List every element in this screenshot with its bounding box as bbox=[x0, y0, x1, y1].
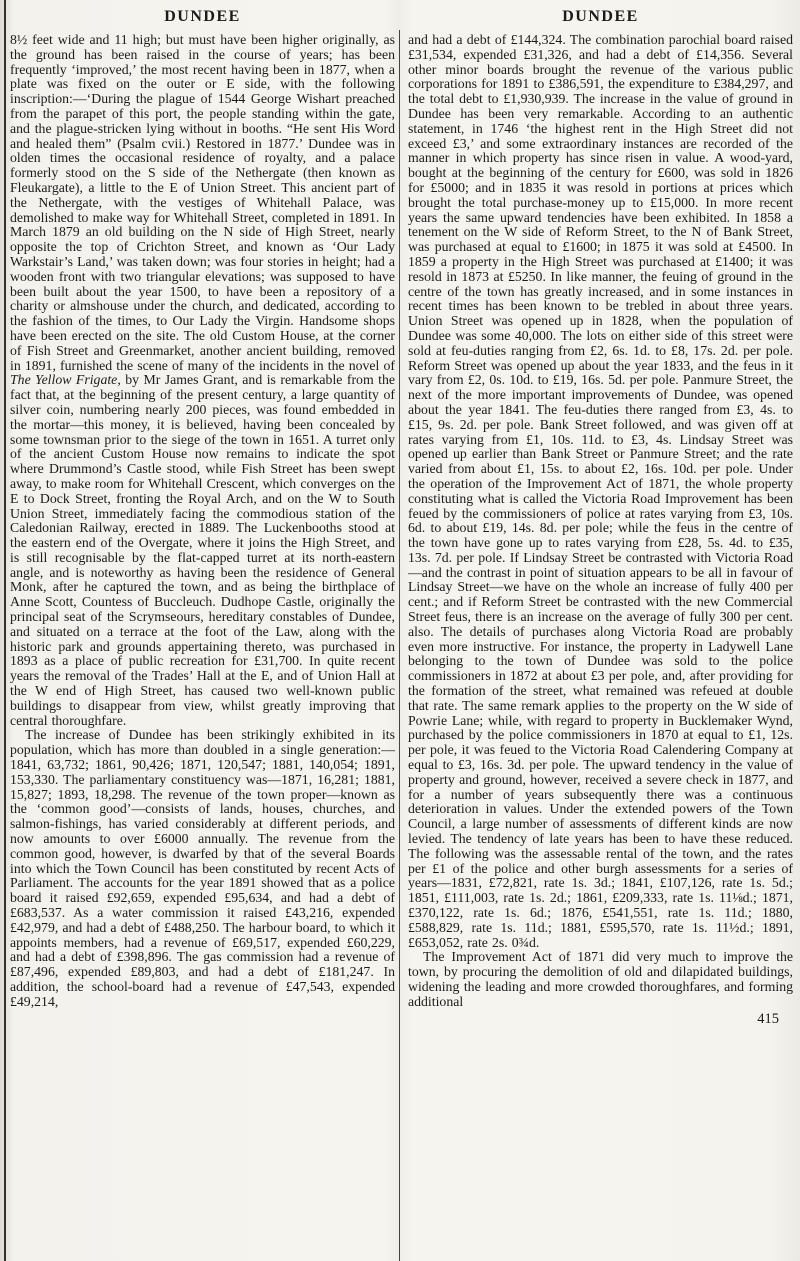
running-head-left: DUNDEE bbox=[164, 8, 241, 25]
book-title-italic: The Yellow Frigate bbox=[10, 372, 118, 388]
right-column bbox=[408, 8, 793, 1028]
running-head-right: DUNDEE bbox=[562, 8, 639, 25]
paragraph-continuation bbox=[10, 33, 395, 728]
paragraph-population-revenue: The increase of Dundee has been strikingly exhibited in its population, which has more than doubled in a single generation:—1841, 63,732; 1861, 90,426; 1871, 120,547; 1881, 140,054; 1891, 153,330. The parliamentary constituency was—1871, 16,281; 1881, 15,827; 1893, 18,298. The revenue of the town proper—known as the ‘common good’—consists of lands, houses, churches, and salmon-fishings, has varied considerably at different periods, and now amounts to over £6000 annually. The revenue from the common good, however, is dwarfed by that of the several Boards into which the Town Council has been constituted by recent Acts of Parliament. The accounts for the year 1891 showed that as a police board it raised £92,659, expended £95,634, and had a debt of £683,537. As a water commission it raised £43,216, expended £42,979, and had a debt of £488,250. The harbour board, to which it appoints members, had a revenue of £69,517, expended £60,229, and had a debt of £398,896. The gas commission had a revenue of £87,496, expended £89,803, and had a debt of £181,247. In addition, the school-board had a revenue of £47,543, expended £49,214, bbox=[10, 727, 395, 1009]
paragraph-ground-values: and had a debt of £144,324. The combination parochial board raised £31,534, expended £31,326, and had a debt of £14,356. Several other minor boards brought the revenue of the various public corporations for 1891 to £386,591, the expenditure to £384,297, and the total debt to £1,930,939. The increase in the value of ground in Dundee has been very remarkable. According to an authentic statement, in 1746 ‘the highest rent in the High Street did not exceed £3,’ and some extraordinary instances are recorded of the manner in which property has since risen in value. A wood-yard, bought at the beginning of the century for £600, was sold in 1826 for £5000; and in 1835 it was resold in portions at prices which brought the total purchase-money up to £15,000. In more recent years the same upward tendencies have been exhibited. In 1858 a tenement on the W side of Reform Street, to the N of Bank Street, was purchased at equal to £1600; in 1875 it was sold at £4500. In 1859 a property in the High Street was purchased at £1400; it was resold in 1873 at £5250. In like manner, the feuing of ground in the centre of the town has greatly increased, and in some instances in recent times has been known to be trebled in about three years. Union Street was opened up in 1828, when the population of Dundee was some 40,000. The lots on either side of this street were sold at feu-duties ranging from £2, 6s. 1d. to £8, 17s. 2d. per pole. Reform Street was opened up about the year 1833, and the feus in it vary from £2, 0s. 10d. to £19, 16s. 5d. per pole. Panmure Street, the next of the more important improvements of Dundee, was opened about the year 1841. The feu-duties there ranged from £3, 4s. to £15, 9s. 2d. per pole. Bank Street followed, and was given off at rates varying from £1, 10s. 11d. to £3, 4s. Lindsay Street was opened up earlier than Bank Street or Panmure Street; and the rate varied from about £1, 15s. to about £2, 16s. 10d. per pole. Under the operation of the Improvement Act of 1871, the whole property constituting what is called the Victoria Road Improvement has been feued by the commissioners of police at rates varying from £3, 10s. 6d. to about £19, 14s. 8d. per pole; while the feus in the centre of the town have gone up to rates varying from £28, 5s. 4d. to £35, 13s. 7d. per pole. If Lindsay Street be contrasted with Victoria Road—and the contrast in point of situation appears to be all in favour of Lindsay Street—we have on the whole an increase of fully 400 per cent.; and if Reform Street be contrasted with the new Commercial Street feus, there is an increase on the average of fully 300 per cent. also. The details of purchases along Victoria Road are probably even more instructive. For instance, the property in Ladywell Lane belonging to the town of Dundee was sold to the police commissioners in 1872 at about £3 per pole, and, after providing for the formation of the street, what remained was refeued at double that rate. The same remark applies to the property on the W side of Powrie Lane; while, with regard to property in Bucklemaker Wynd, purchased by the police commissioners in 1870 at equal to £1, 12s. per pole, it was feued to the Victoria Road Calendering Company at equal to £3, 16s. 3d. per pole. The upward tendency in the value of property and ground, however, received a severe check in 1877, and for a number of years subsequently there was a continuous deterioration in values. Under the extended powers of the Town Council, a large number of assessments of different kinds are now levied. The tendency of late years has been to have these reduced. The following was the assessable rental of the town, and the rates per £1 of the police and other burgh assessments for a series of years—1831, £72,821, rate 1s. 3d.; 1841, £107,126, rate 1s. 5d.; 1851, £111,003, rate 1s. 2d.; 1861, £209,333, rate 1s. 11⅛d.; 1871, £370,122, rate 1s. 6d.; 1876, £541,551, rate 1s. 11d.; 1880, £588,829, rate 1s. 11d.; 1881, £595,570, rate 1s. 11½d.; 1891, £653,052, rate 2s. 0¾d. bbox=[408, 32, 793, 950]
column-divider-rule bbox=[399, 30, 400, 1261]
body-text: 8½ feet wide and 11 high; but must have been higher originally, as the ground has been raised in the course of years; has been frequently ‘improved,’ the most recent having been in 1877, when a plate was fixed on the outer or E side, with the following inscription:—‘During the plague of 1544 George Wishart preached from the parapet of this port, the people standing within the gate, and the plague-stricken lying without in booths. “He sent His Word and healed them” (Psalm cvii.) Restored in 1877.’ Dundee was in olden times the occasional residence of royalty, and a palace formerly stood on the S side of the Nethergate (then known as Fleukargate), a little to the E of Union Street. This ancient part of the Nethergate, with the vestiges of Whitehall Palace, was demolished to make way for Whitehall Street, completed in 1891. In March 1879 an old building on the N side of High Street, nearly opposite the top of Crichton Street, and known as ‘Our Lady Warkstair’s Land,’ was taken down; was four stories in height; had a wooden front with two triangular elevations; was supposed to have been built about the year 1500, to have been a repository of a charity or almshouse under the church, and dedicated, according to the fashion of the times, to Our Lady the Virgin. Handsome shops have been erected on the site. The old Custom House, at the corner of Fish Street and Greenmarket, another ancient building, removed in 1891, furnished the scene of many of the incidents in the novel of bbox=[10, 32, 395, 373]
body-text: , by Mr James Grant, and is remarkable from the fact that, at the beginning of the present century, a large quantity of silver coin, numbering nearly 200 pieces, was found embedded in the mortar—this money, it is believed, having been concealed by some townsman prior to the siege of the town in 1651. A turret only of the ancient Custom House now remains to indicate the spot where Drummond’s Castle stood, while Fish Street has been swept away, to make room for Whitehall Crescent, which converges on the E to Dock Street, fronting the Royal Arch, and on the W to South Union Street, immediately facing the commodious station of the Caledonian Railway, erected in 1889. The Luckenbooths stood at the eastern end of the Overgate, where it joins the High Street, and is still recognisable by the flat-capped turret at its north-eastern angle, and is noteworthy as having been the residence of General Monk, after he captured the town, and as being the birthplace of Anne Scott, Countess of Buccleuch. Dudhope Castle, originally the principal seat of the Scrymseours, hereditary constables of Dundee, and situated on a terrace at the foot of the Law, along with the historic park and grounds appertaining thereto, was purchased in 1893 as a place of public recreation for £31,700. In quite recent years the removal of the Trades’ Hall at the E, and of Union Hall at the W end of High Street, has caused two well-known public buildings to disappear from view, whilst greatly improving that central thoroughfare. bbox=[10, 372, 395, 728]
binding-edge-shadow bbox=[4, 0, 6, 1261]
paragraph-improvement-act: The Improvement Act of 1871 did very much to improve the town, by procuring the demolition of old and dilapidated buildings, widening the leading and more crowded thoroughfares, and forming additional bbox=[408, 949, 793, 1009]
page-number: 415 bbox=[757, 1010, 779, 1027]
left-column bbox=[10, 8, 395, 1010]
